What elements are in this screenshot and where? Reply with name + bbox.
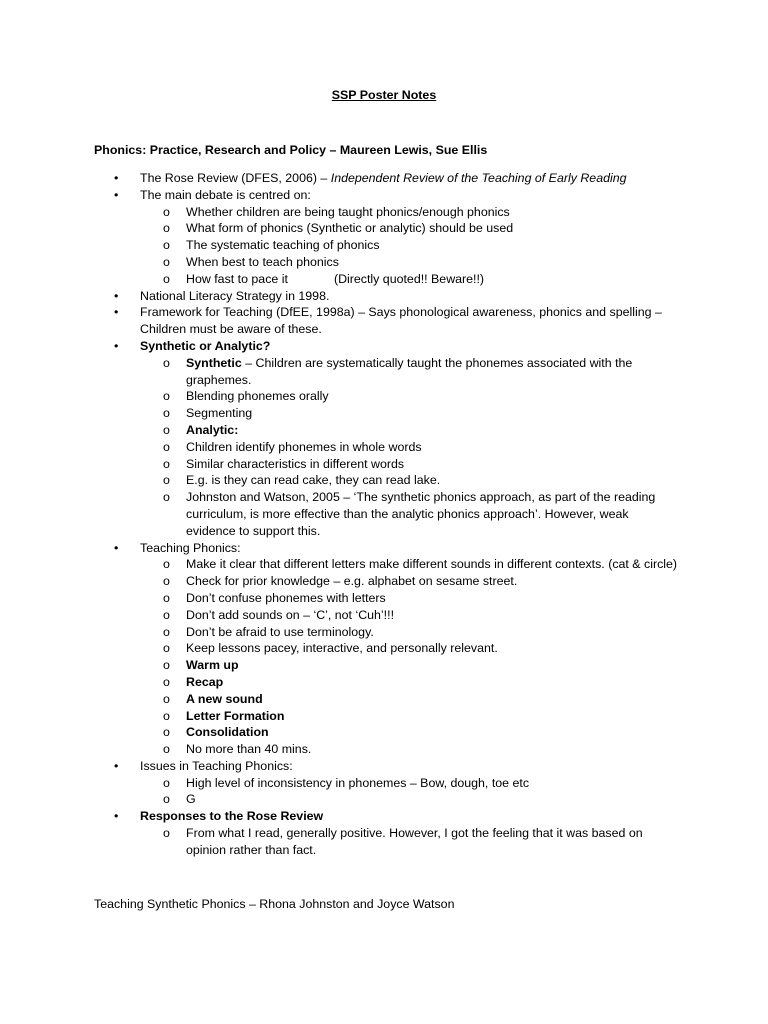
item-text: National Literacy Strategy in 1998. — [140, 288, 330, 303]
item-text: The systematic teaching of phonics — [186, 238, 380, 253]
bullet-circle: o — [163, 238, 170, 253]
sub-list-item — [0, 422, 680, 439]
bullet-circle: o — [163, 725, 170, 740]
item-text: How fast to pace it — [186, 271, 288, 286]
bullet-circle: o — [163, 422, 170, 437]
notes-list — [0, 170, 768, 859]
sub-list-item — [0, 607, 680, 624]
item-text: Children identify phonemes in whole words — [186, 439, 422, 454]
synthetic-label: Synthetic — [186, 355, 242, 370]
sub-list-item — [0, 456, 680, 473]
bullet-circle: o — [163, 490, 170, 505]
bullet-circle: o — [163, 826, 170, 841]
list-item — [0, 808, 680, 825]
item-text: Recap — [186, 674, 224, 689]
sub-list-item — [0, 640, 680, 657]
item-note: (Directly quoted!! Beware!!) — [333, 271, 485, 286]
bullet-circle: o — [163, 674, 170, 689]
section-heading-synthetic-phonics: Teaching Synthetic Phonics – Rhona Johnston and Joyce Watson — [94, 897, 455, 911]
bullet-circle: o — [163, 456, 170, 471]
bullet-circle: o — [163, 574, 170, 589]
page-title: SSP Poster Notes — [331, 88, 437, 102]
sub-list-item — [0, 204, 680, 221]
sub-list-item — [0, 590, 680, 607]
list-item — [0, 170, 680, 187]
sub-list-item — [0, 405, 680, 422]
bullet-circle: o — [163, 439, 170, 454]
item-text: Issues in Teaching Phonics: — [140, 758, 293, 773]
bullet-circle: o — [163, 641, 170, 656]
analytic-label: Analytic: — [186, 422, 239, 437]
sub-list-item — [0, 657, 680, 674]
item-text: Framework for Teaching (DfEE, 1998a) – Says phonological awareness, phonics and spelling – Children must be aware of these. — [140, 305, 662, 337]
item-text: Johnston and Watson, 2005 – ‘The synthetic phonics approach, as part of the reading curriculum, is more effective than the analytic phonics approach’. However, weak evidence to support this. — [186, 490, 656, 538]
sub-list-item — [0, 439, 680, 456]
item-text: Similar characteristics in different words — [186, 456, 405, 471]
item-text: Responses to the Rose Review — [140, 809, 324, 824]
item-text: Don’t be afraid to use terminology. — [186, 624, 374, 639]
item-text: High level of inconsistency in phonemes – Bow, dough, toe etc — [186, 775, 530, 790]
bullet-disc: • — [114, 338, 119, 353]
item-text: Blending phonemes orally — [186, 389, 329, 404]
bullet-circle: o — [163, 473, 170, 488]
item-text: G — [186, 792, 196, 807]
sub-list-item — [0, 624, 680, 641]
list-item — [0, 338, 680, 355]
list-item — [0, 758, 680, 775]
list-item — [0, 540, 680, 557]
item-text: Check for prior knowledge – e.g. alphabet on sesame street. — [186, 574, 518, 589]
bullet-circle: o — [163, 355, 170, 370]
item-text: Synthetic or Analytic? — [140, 338, 271, 353]
bullet-circle: o — [163, 607, 170, 622]
item-text: Consolidation — [186, 725, 269, 740]
bullet-circle: o — [163, 624, 170, 639]
bullet-circle: o — [163, 658, 170, 673]
item-text: A new sound — [186, 691, 263, 706]
bullet-circle: o — [163, 557, 170, 572]
bullet-circle: o — [163, 590, 170, 605]
sub-list-item — [0, 691, 680, 708]
sub-list-item — [0, 775, 680, 792]
list-item — [0, 304, 680, 338]
item-text: Don’t add sounds on – ‘C’, not ‘Cuh’!!! — [186, 607, 395, 622]
sub-list-item — [0, 271, 680, 288]
sub-list-item — [0, 573, 680, 590]
bullet-circle: o — [163, 271, 170, 286]
item-text: Segmenting — [186, 406, 253, 421]
bullet-circle: o — [163, 406, 170, 421]
bullet-circle: o — [163, 204, 170, 219]
item-text: Keep lessons pacey, interactive, and personally relevant. — [186, 641, 498, 656]
sub-list-item — [0, 254, 680, 271]
bullet-disc: • — [114, 758, 119, 773]
item-text: Teaching Phonics: — [140, 540, 241, 555]
sub-list-item — [0, 556, 680, 573]
bullet-circle: o — [163, 389, 170, 404]
item-text: E.g. is they can read cake, they can read lake. — [186, 473, 441, 488]
bullet-circle: o — [163, 254, 170, 269]
item-text: Warm up — [186, 658, 239, 673]
bullet-circle: o — [163, 691, 170, 706]
bullet-circle: o — [163, 792, 170, 807]
bullet-circle: o — [163, 221, 170, 236]
item-text: – Children are systematically taught the phonemes associated with the graphemes. — [186, 355, 633, 387]
item-text: Don’t confuse phonemes with letters — [186, 590, 386, 605]
sub-list-item — [0, 220, 680, 237]
rose-review-title: Independent Review of the Teaching of Early Reading — [330, 171, 627, 185]
sub-list-item — [0, 741, 680, 758]
bullet-disc: • — [114, 288, 119, 303]
item-text: What form of phonics (Synthetic or analytic) should be used — [186, 221, 514, 236]
sub-list-item — [0, 825, 680, 859]
bullet-disc: • — [114, 540, 119, 555]
bullet-circle: o — [163, 775, 170, 790]
bullet-disc: • — [114, 305, 119, 320]
item-text: No more than 40 mins. — [186, 742, 312, 757]
sub-list-item — [0, 708, 680, 725]
list-item — [0, 187, 680, 204]
section-heading-phonics: Phonics: Practice, Research and Policy – Maureen Lewis, Sue Ellis — [94, 143, 488, 157]
sub-list-item — [0, 791, 680, 808]
item-text: Whether children are being taught phonics/enough phonics — [186, 204, 510, 219]
bullet-disc: • — [114, 809, 119, 824]
sub-list-item — [0, 472, 680, 489]
rose-review-text: The Rose Review (DFES, 2006) – — [140, 171, 331, 185]
list-item — [0, 288, 680, 305]
bullet-disc: • — [114, 187, 119, 202]
item-text: Letter Formation — [186, 708, 285, 723]
bullet-disc: • — [114, 171, 119, 185]
sub-list-item — [0, 724, 680, 741]
bullet-circle: o — [163, 708, 170, 723]
sub-list-item — [0, 388, 680, 405]
sub-list-item — [0, 674, 680, 691]
item-text: The main debate is centred on: — [140, 187, 311, 202]
item-text: From what I read, generally positive. However, I got the feeling that it was based on opinion rather than fact. — [186, 826, 643, 857]
item-text: When best to teach phonics — [186, 254, 339, 269]
sub-list-item — [0, 489, 680, 539]
sub-list-item — [0, 355, 680, 389]
item-text: Make it clear that different letters make different sounds in different contexts. (cat & circle) — [186, 557, 678, 572]
bullet-circle: o — [163, 742, 170, 757]
sub-list-item — [0, 237, 680, 254]
